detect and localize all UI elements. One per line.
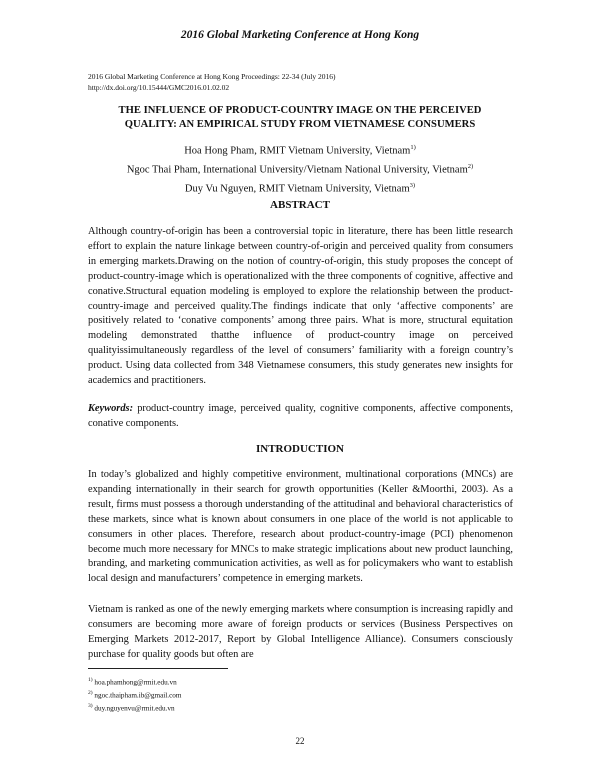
footnote-3-mark: 3) [88,702,93,709]
author-list [70,140,530,197]
introduction-paragraph-1: In today’s globalized and highly competitive environment, multinational corporations (MNCs) are expanding internationally in their search for growth opportunities (Keller &Moorthi, 2003). As a result, firms must possess a thorough understanding of the attitudinal and behavioral characteristics of these markets, since what is known about consumers in one place of the world is not applicable to consumers in other places. Therefore, research about product-country-image (PCI) phenomenon become much more necessary for MNCs to make strategic implications about new product launching, branding, and marketing communication activities, as well as for policymakers who want to establish local design and manufacturers’ competence in emerging markets. [88,469,513,585]
author-2-mark: 2) [467,163,474,170]
introduction-paragraph-2: Vietnam is ranked as one of the newly emerging markets where consumption is increasing rapidly and consumers are becoming more aware of foreign products or services (Business Perspectives on Emerging Markets 2012-2017, Report by Global Intelligence Alliance). Consumers consciously purchase for quality goods but often are [88,604,513,660]
conference-header: 2016 Global Marketing Conference at Hong Kong [180,29,420,41]
footnote-1-email[interactable]: hoa.phamhong@rmit.edu.vn [92,678,177,687]
footnote-2-mark: 2) [88,689,93,696]
footnote-2-email[interactable]: ngoc.thaipham.ib@gmail.com [92,691,182,700]
keywords-text: product-country image, perceived quality, cognitive components, affective components, conative components. [88,403,513,429]
proceedings-info [88,71,335,93]
introduction-heading: INTRODUCTION [255,443,344,455]
footnote-1 [88,675,181,688]
footnotes [88,675,181,714]
author-1-mark: 1) [410,144,416,151]
footnote-divider [88,668,228,669]
proceedings-citation: 2016 Global Marketing Conference at Hong Kong Proceedings: 22-34 (July 2016) [88,72,336,81]
page-number: 22 [295,736,305,746]
author-1 [70,140,530,159]
author-3-mark: 3) [409,182,416,189]
paper-title [70,104,530,132]
abstract-heading: ABSTRACT [270,199,330,211]
keywords-label: Keywords: [88,403,134,414]
abstract-text: Although country-of-origin has been a controversial topic in literature, there has been little research effort to explain the nature linkage between country-of-origin and perceived quality from consumers in emerging markets.Drawing on the notion of country-of-origin, this study proposes the concept of product-country-image which is operationalized with the three components of cognitive, affective and conative.Structural equation modeling is employed to explore the relationship between the product-country-image and perceived quality.The findings indicate that only ‘affective components’ are positively related to ‘conative components’ among three pairs. What is more, structural equitation modeling demonstrated thatthe influence of product-country image on perceived qualityissimultaneously regardless of the level of consumers’ familiarity with a foreign country’s product. Using data collected from 348 Vietnamese consumers, this study generates new insights for academics and practitioners. [88,226,513,387]
title-line-1: THE INFLUENCE OF PRODUCT-COUNTRY IMAGE ON THE PERCEIVED [118,105,482,116]
keywords [88,402,513,432]
author-1-affiliation: Hoa Hong Pham, RMIT Vietnam University, Vietnam [184,145,411,157]
author-2 [70,159,530,178]
author-3-affiliation: Duy Vu Nguyen, RMIT Vietnam University, Vietnam [184,183,410,195]
author-2-affiliation: Ngoc Thai Pham, International University/Vietnam National University, Vietnam [126,164,468,176]
author-3 [70,178,530,197]
title-line-2: QUALITY: AN EMPIRICAL STUDY FROM VIETNAMESE CONSUMERS [124,119,476,130]
footnote-3 [88,701,181,714]
doi-link[interactable]: http://dx.doi.org/10.15444/GMC2016.01.02.02 [88,83,230,92]
footnote-1-mark: 1) [88,677,93,683]
footnote-3-email[interactable]: duy.nguyenvu@rmit.edu.vn [92,704,175,713]
footnote-2 [88,688,181,701]
